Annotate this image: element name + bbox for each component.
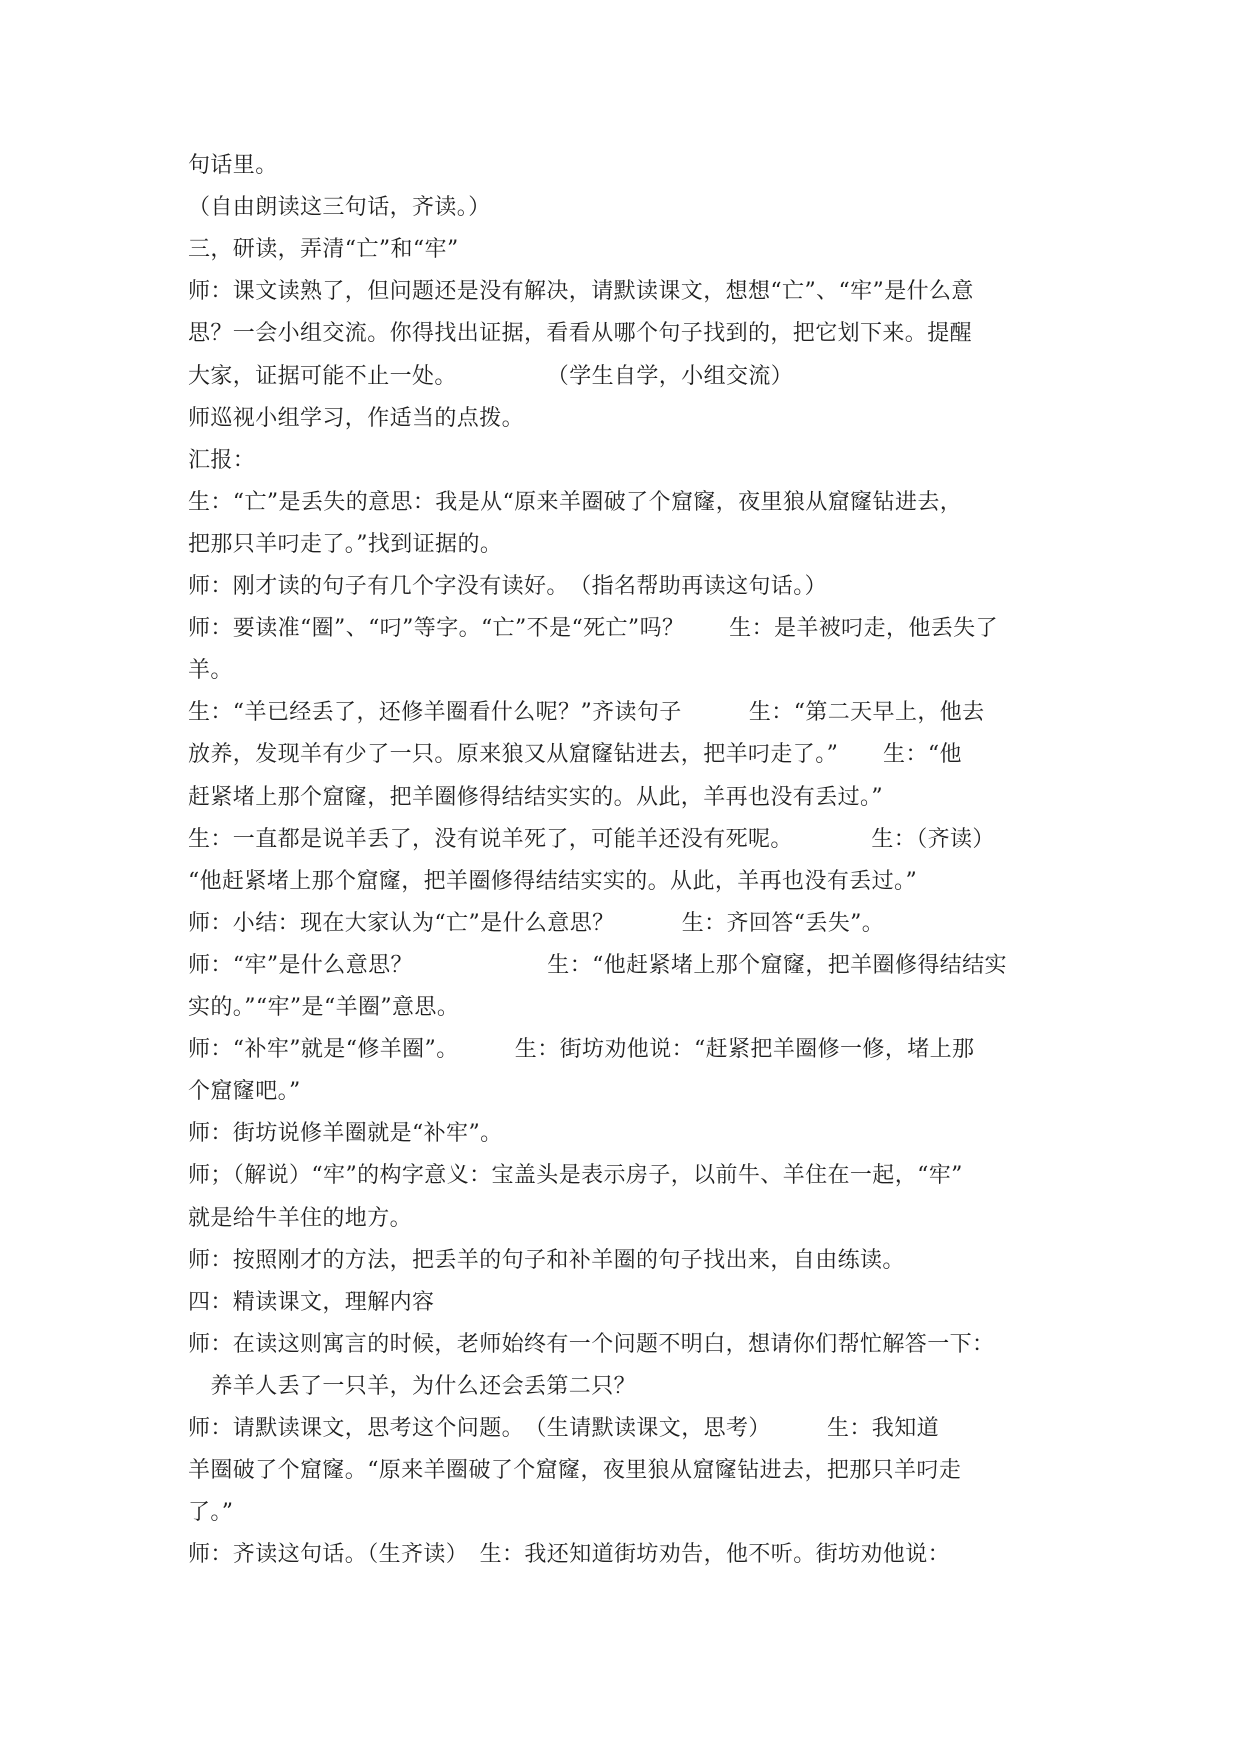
text-line: 师：要读准“圈”、“叼”等字。“亡”不是“死亡”吗？ 生：是羊被叼走，他丢失了 xyxy=(188,616,998,642)
text-line: 师：按照刚才的方法，把丢羊的句子和补羊圈的句子找出来，自由练读。 xyxy=(188,1247,905,1273)
text-line: 师：齐读这句话。（生齐读） 生：我还知道街坊劝告，他不听。街坊劝他说： xyxy=(188,1542,951,1568)
text-line: 放养，发现羊有少了一只。原来狼又从窟窿钻进去，把羊叼走了。” 生：“他 xyxy=(188,742,962,768)
text-line: 师：刚才读的句子有几个字没有读好。 （指名帮助再读这句话。） xyxy=(188,574,828,599)
text-line: 大家，证据可能不止一处。 （学生自学，小组交流） xyxy=(188,363,794,389)
text-line: 师：街坊说修羊圈就是“补牢”。 xyxy=(188,1121,503,1147)
text-line: 就是给牛羊住的地方。 xyxy=(188,1205,413,1231)
text-line: 羊圈破了个窟窿。“原来羊圈破了个窟窿，夜里狼从窟窿钻进去，把那只羊叼走 xyxy=(188,1458,962,1484)
text-line: 生：一直都是说羊丢了，没有说羊死了，可能羊还没有死呢。 生：（齐读） xyxy=(188,826,995,852)
text-line: 了。” xyxy=(188,1500,234,1526)
text-line: 羊。 xyxy=(188,658,233,684)
text-line: 生：“亡”是丢失的意思：我是从“原来羊圈破了个窟窿，夜里狼从窟窿钻进去， xyxy=(188,489,963,515)
text-line: 三，研读，弄清“亡”和“牢” xyxy=(188,237,459,263)
text-line: 师巡视小组学习，作适当的点拨。 xyxy=(188,405,525,431)
text-line: 师：请默读课文，思考这个问题。 （生请默读课文，思考） 生：我知道 xyxy=(188,1416,940,1441)
text-line: 实的。”“牢”是“羊圈”意思。 xyxy=(188,995,460,1020)
text-line: 师：“补牢”就是“修羊圈”。 生：街坊劝他说：“赶紧把羊圈修一修，堵上那 xyxy=(188,1037,975,1063)
text-line: 思？一会小组交流。你得找出证据，看看从哪个句子找到的，把它划下来。提醒 xyxy=(188,321,973,347)
text-line: 师：课文读熟了，但问题还是没有解决，请默读课文，想想“亡”、“牢”是什么意 xyxy=(188,279,974,305)
text-line: 师：“牢”是什么意思？ 生：“他赶紧堵上那个窟窿，把羊圈修得结结实 xyxy=(188,952,1007,978)
text-line: 句话里。 xyxy=(188,153,278,178)
text-line: 师：小结：现在大家认为“亡”是什么意思？ 生：齐回答“丢失”。 xyxy=(188,910,885,936)
text-line: 把那只羊叼走了。”找到证据的。 xyxy=(188,531,503,557)
text-line: 生：“羊已经丢了，还修羊圈看什么呢？”齐读句子 生：“第二天早上，他去 xyxy=(188,700,985,726)
text-line: 个窟窿吧。” xyxy=(188,1079,301,1105)
text-line: 赶紧堵上那个窟窿，把羊圈修得结结实实的。从此，羊再也没有丢过。” xyxy=(188,784,884,810)
text-line: 养羊人丢了一只羊，为什么还会丢第二只？ xyxy=(188,1373,637,1399)
text-line: “他赶紧堵上那个窟窿，把羊圈修得结结实实的。从此，羊再也没有丢过。” xyxy=(188,868,918,894)
text-line: 师：在读这则寓言的时候，老师始终有一个问题不明白，想请你们帮忙解答一下： xyxy=(188,1331,995,1357)
text-line: （自由朗读这三句话，齐读。） xyxy=(188,195,491,221)
text-line: 师；（解说）“牢”的构字意义：宝盖头是表示房子，以前牛、羊住在一起，“牢” xyxy=(188,1163,963,1189)
text-line: 汇报： xyxy=(188,447,256,473)
text-line: 四：精读课文，理解内容 xyxy=(188,1289,435,1315)
